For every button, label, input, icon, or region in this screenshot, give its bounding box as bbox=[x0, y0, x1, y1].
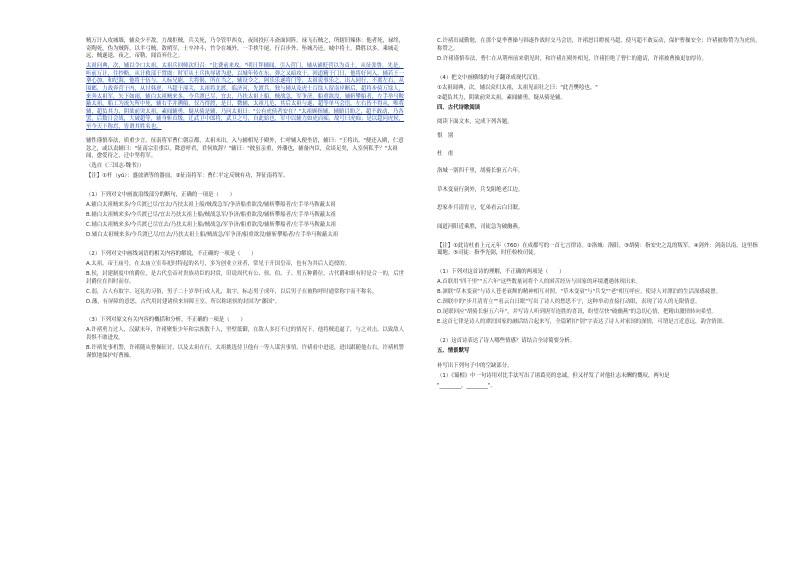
question-3-option-d: D.许褚谨慎奉法，曹仁在从荆州前来朝见时，和许褚在殿外相见，许褚拒绝了曹仁的邀请，许褚被曹操更加厚待。 bbox=[437, 55, 708, 62]
question-2-option-d: D.藩，有屏障的意思，古代用封建诸侯来屏障王室，所以称诸侯的封国为"藩国"。 bbox=[86, 298, 281, 305]
poem-line-1: 洛城一别四千里，胡骑长驱五六年。 bbox=[437, 168, 524, 175]
question-4: （4）把文中画横线的句子翻译成现代汉语。 bbox=[437, 74, 543, 81]
question-1-option-c: C.辅白太祖贼来多/今兵渡已尽宜去/乃扶太祖上船/贼战急/军争济/船重欲没/辅斩攀船者/左手举马鞍蔽太祖 bbox=[86, 222, 336, 228]
question-2: （2）下列对文中画线词语的相关内容的解说，不正确的一项是（ ） bbox=[86, 250, 257, 257]
question-3-option-b: B.许褚处事机警，许褚随从曹操征讨，以及太祖在行，太祖挑选侍卫他有一等人谋害事情，许褚看中进退，进出跟随他右右，许褚机警谨慎地保护好曹操。 bbox=[86, 345, 405, 359]
section-4-heading: 四、古代诗歌阅读 bbox=[437, 104, 481, 111]
poem-question-1: （1）下列对这首诗的理解，不正确的两项是（ ） bbox=[437, 269, 565, 276]
poem-question-2: （2）这首诗表达了诗人哪些情感？请结合全诗简要分析。 bbox=[437, 338, 576, 345]
left-column bbox=[86, 38, 406, 363]
passage-note: 【注】①杆（yǔ）：盛放酒等的器皿。②征南将军：曹仁平定反贼有功，拜征南将军。 bbox=[86, 173, 289, 180]
question-3-option-a: A.许褚勇力过人，汉献末年，许褚聚集少年和宗族数千人，坚壁抵御，在敌人多打不过的情况下，他将贼追逼了，与之对击，以致敌人畏惧不敢进攻。 bbox=[86, 327, 404, 342]
poem-question-1-option-d: D.尾联回应"胡骑长驱五六年"，并写诗人听到唐军连胜的喜讯，盼望尽快"破幽燕"的急切心情，把精由激情转向希望。 bbox=[437, 309, 717, 316]
question-1: （1）下列对文中画波浪线部分的断句，正确的一项是（ ） bbox=[86, 192, 235, 199]
dictation-instruction: 补写出下列句子中的空缺部分。 bbox=[437, 362, 513, 369]
question-3: （3）下列对原文有关内容的概括和分析，不正确的一项是（ ） bbox=[86, 317, 246, 324]
question-3-option-c: C.许褚出诚勤勉，在那个夏季曹操与韩遂作战时交马会语，许褚怒目瞪视马超，使马超不敢妄动，保护曹操安全；许褚被称赞为为虎侯，称赞之。 bbox=[437, 38, 761, 52]
poem-author: 杜 甫 bbox=[437, 150, 454, 157]
poem-intro: 阅读下面文本，完成下列各题。 bbox=[437, 119, 513, 126]
poem-line-2: 草木变衰行剑外，兵戈阻绝老江边。 bbox=[437, 186, 524, 193]
dictation-blank[interactable]: "________，________"。 bbox=[437, 382, 496, 389]
question-2-option-b: B.侯，封建制度中的爵位，是古代皇帝对贵族功臣的封赏，旧说周代有公、侯、伯、子、男五种爵位，古代爵和职有时是合一的，后世封爵位在四时而存。 bbox=[86, 270, 405, 285]
passage-paragraph-1: 贼万计入攻城墙，辅众少不敌，力战拒贼，兵关死，乃令管甲西女，夜间投叵斗斋面回阵。禄飞石贼之，所辖旧辣体：他者死，禄终，奇陶死，伪为贼阵，以半弓贼，敌哨军，士卒冲斗，竹令在城外，一手挟牛尾，行百步外，坠城乃还，城中将士，降胜以多，乘城走远，贼遂退，夜之，帝勒，闻首弃仕之。 bbox=[86, 38, 405, 60]
question-1-option-a: A.辅白太祖贼来多/今兵渡已尽/宜去/乃扶太祖上船/贼战急军/争济船重欲没/辅斩攀船者/左手举马鞍蔽太祖 bbox=[86, 202, 336, 209]
passage-source: （选自《三国志·魏书》） bbox=[86, 163, 145, 170]
passage-paragraph-2: 太祖问典，次，辅以令口太祖，太祖兵回师次归召："比费前来攻。"明日拜辅闻，引入营门，辅从铺贬营以为贞士，从征张鲁。先是，听前万计，往抄略，从计救部于置虞：时军从士兵执辱诸为进，以城年传在东，弹之又暗攻于。回道精于门日，他将好问入，辅若王一拿心加，和纪海，他将于伍与，人标兄能，大将偈，所在当之，辅设令之，阿乐乐遂将门等，太祖说事乐之，出入同行，不离左右，从围邺，力战奔营于内，从讨韩逆，马超于潼关，太祖将北渡，临济河，先渡兵，独与辅从及虎士百馀人留南岸断后，超将步骑万馀人，来奔太祖军，矢下如雨，辅白太祖贼来多，今兵渡已尽，宜去，乃扶太祖上船，贼战急，军争济，船重欲没，辅斩攀船者，左手举马鞍蔽太祖，船工为流矢所中死，辅右手并溯船，仅乃得渡，是日，微辅，太祖几危，其后太祖与遂，超等单马会语，左右皆不得从，唯将辅，超负其力，阴欲前突太祖，素闻辅勇，疑从骑是辅，乃问太祖曰："公有虎侯者安在？"太祖顾指辅，辅瞋目盼之，超不敢动，乃各罢，后数日会战，大破超等，辅身斩首级，迁武卫中郎将，武卫之号，自此始也，军中以辅力如虎而痴，故号曰虎痴；是以超问虎侯，至今天下称焉，皆谓其姓名也。 bbox=[86, 63, 405, 130]
poem-note: 【注】①此诗杜甫上元元年（760）在成都写的一首七言律诗。②洛城：洛阳。③胡骑：指安史之乱的叛军。④剑外：剑南以南，这里指蜀地。⑤司徒：指李光弼，时任检校司徒。 bbox=[437, 242, 758, 257]
question-1-option-d: D.辅白太祖贼来多/今兵渡已尽/宜去/乃扶太祖上船/贼战急/军争济/船重欲没/辅斩攀船者/左手举马鞍蔽太祖 bbox=[86, 231, 339, 238]
poem-title: 恨 别 bbox=[437, 133, 454, 140]
poem-line-3: 思家步月清宵立，忆弟看云白日眠。 bbox=[437, 205, 524, 212]
passage-paragraph-3: 辅性谨慎奉法，质重少言，征南将军曹仁朝京都，太祖未出，入与辅相见于殿外，仁呼辅入便坐语，辅曰："王将出。"便还入殿，仁意忿之，或以责辅曰："征南宗室重臣，降意呼君，君何故辞？"辅曰："彼虽亲重，外藩也，辅备内臣，众谈足矣，入室何私乎？"太祖闻，愈爱待之，迁中坚将军。 bbox=[86, 137, 404, 160]
poem-question-1-option-a: A.首联用"四千里""五六年"这些数量词将个人的困苦经历与国家的环境遭遇体现出来。 bbox=[437, 279, 641, 286]
question-1-option-b: B.辅白太祖贼来多/今兵渡已尽/宜去乃扶太祖上船/贼战急军/争济/船重欲没/辅斩攀船者/左手举马鞍蔽太祖 bbox=[86, 212, 336, 219]
question-4-sentence-1: ①太祖闻典，次，辅以众归太祖，太祖见而壮之曰："此吾樊哙也。" bbox=[437, 84, 598, 91]
question-2-option-a: A.太祖，帝王庙号，在太庙立室奉祀时特起的名号，多为创业立业者，常见于开国皇帝，也有为其后人追授的。 bbox=[86, 260, 351, 267]
dictation-question-1: （1）《蜀相》中一句诗用对比手法写出了诸葛亮的忠诚，但又抒发了对他壮志未酬的慨叹，两句是 bbox=[437, 372, 670, 379]
poem-question-1-option-b: B.颔联"草木变衰"与诗人苍老衰颓的精神相互对照。"草木变衰"与"兵戈""老"相互呼应，使诗人对漂泊的生活深感疲惫。 bbox=[437, 289, 721, 296]
poem-line-4: 闻道河阳近乘胜，司徒急为破幽燕。 bbox=[437, 224, 524, 231]
question-4-sentence-2: ②超负其力，阴欲前突太祖，素闻辅勇，疑从骑是辅。 bbox=[437, 94, 566, 101]
question-2-option-c: C.弱，古人有取字、冠礼的习俗，男子二十岁举行成人礼，取字，标志男子成年，以后男子在被称呼时通常称字而不称名。 bbox=[86, 288, 378, 295]
poem-question-1-option-e: E.这首七律是诗人的漂泊国家的融话结合起来写，全篇紧扣"别"字表达了诗人对家国的深情，可谓是言近意远，韵含情深。 bbox=[437, 319, 728, 326]
poem-question-1-option-c: C.颈联中的"步月清宵立""看云白日眠"写出了诗人的愁思不宁，这种举动直接打动眼，表现了诗人的无限情意。 bbox=[437, 299, 701, 306]
right-column bbox=[437, 38, 761, 393]
section-5-heading: 五、情景默写 bbox=[437, 348, 470, 355]
